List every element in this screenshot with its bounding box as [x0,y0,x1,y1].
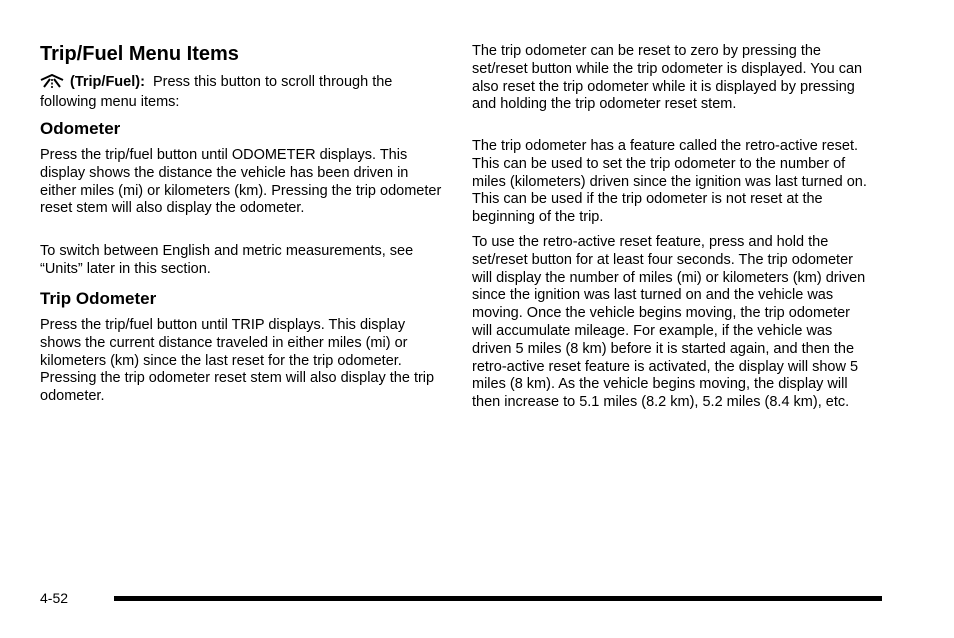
page-number: 4-52 [40,590,69,606]
trip-odometer-heading: Trip Odometer [40,289,157,308]
odometer-heading: Odometer [40,119,121,138]
reset-paragraph: The trip odometer can be reset to zero by pressing the set/reset button while the trip odometer is displayed. You can also reset the trip odometer while it is displayed by pressing and holding the trip odometer reset stem. [472,43,863,113]
intro-text: Press this button to scroll through the following menu items: [40,74,393,110]
intro-paragraph [40,73,442,111]
trip-fuel-road-icon [40,74,70,93]
intro-label: (Trip/Fuel): [70,74,145,90]
section-heading: Trip/Fuel Menu Items [40,43,239,65]
retro-active-paragraph: The trip odometer has a feature called the retro-active reset. This can be used to set the trip odometer to the number of miles (kilometers) driven since the ignition was last turned on. This can be used if the trip odometer is not reset at the beginning of the trip. [472,138,867,226]
odometer-paragraph-2: To switch between English and metric measurements, see “Units” later in this section. [40,243,414,277]
trip-odometer-paragraph: Press the trip/fuel button until TRIP displays. This display shows the current distance traveled in either miles (mi) or kilometers (km) since the last reset for the trip odometer. Pressing the trip odometer reset stem will also display the trip odometer. [40,317,435,405]
footer-rule [114,596,882,601]
odometer-paragraph-1: Press the trip/fuel button until ODOMETER displays. This display shows the distance the vehicle has been driven in either miles (mi) or kilometers (km). Pressing the trip odometer reset stem will also display the odometer. [40,147,442,217]
retro-active-usage-paragraph: To use the retro-active reset feature, press and hold the set/reset button for at least four seconds. The trip odometer will display the number of miles (mi) or kilometers (km) driven since the ignition was last turned on and the vehicle was moving. Once the vehicle begins moving, the trip odometer will accumulate mileage. For example, if the vehicle was driven 5 miles (8 km) before it is started again, and then the retro-active reset feature is activated, the display will show 5 miles (8 km). As the vehicle begins moving, the display will then increase to 5.1 miles (8.2 km), 5.2 miles (8.4 km), etc. [472,234,866,411]
